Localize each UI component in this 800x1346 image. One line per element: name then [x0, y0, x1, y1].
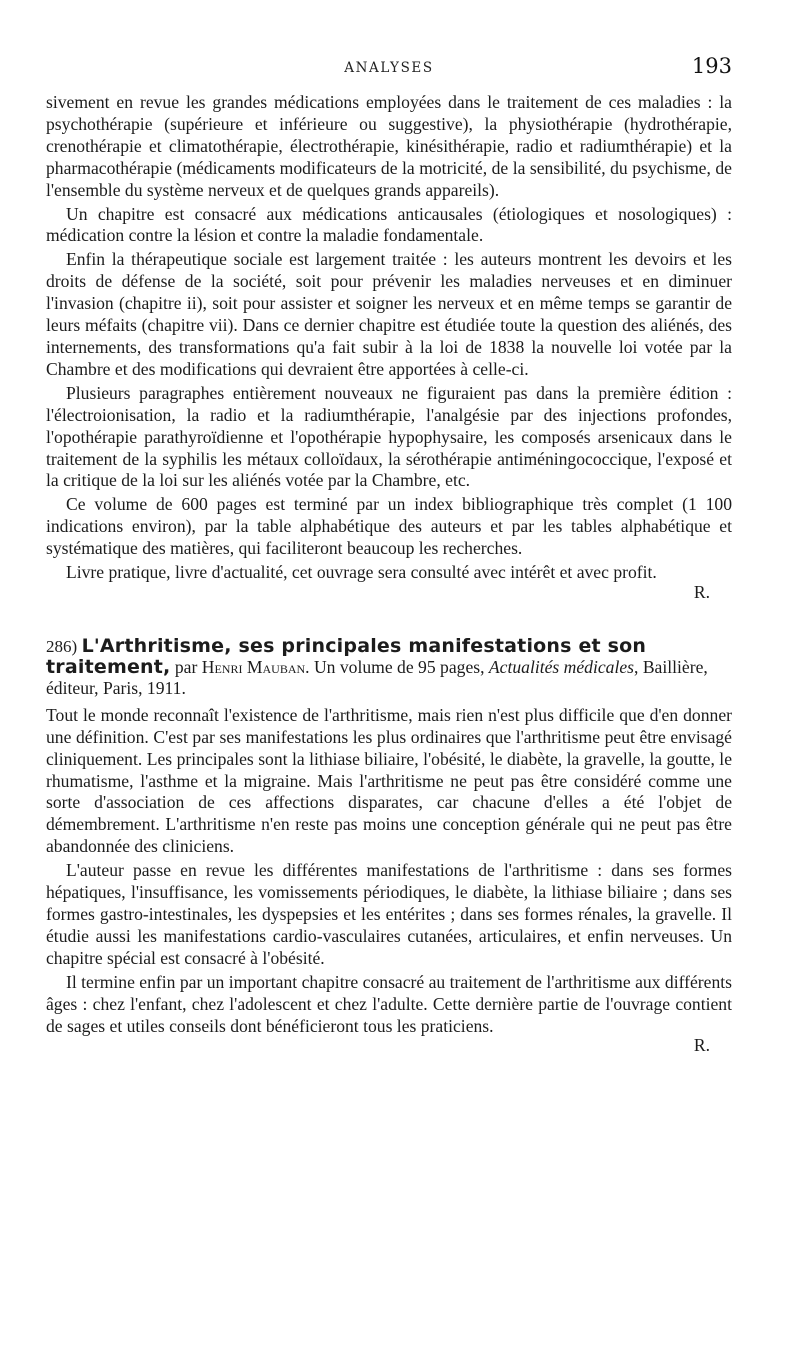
paragraph: sivement en revue les grandes médications employées dans le traitement de ces maladies : la psychothérapie (supérieure et inférieure ou suggestive), la physiothérapie (hydrothérapie, crenothérapie et climatothérapie, électrothérapie, kinésithérapie, radio et radiumthérapie) et la pharmacothérapie (médicaments modificateurs de la motricité, de la sensibilité, du psychisme, de l'ensemble du système nerveux et de quelques grands appareils). — [46, 92, 732, 200]
page-body — [46, 92, 732, 1057]
entry-publisher: , Baillière, éditeur, Paris, 1911. — [46, 656, 708, 698]
page-header — [46, 52, 732, 82]
paragraph: Un chapitre est consacré aux médications anticausales (étiologiques et nosologiques) : médication contre la lésion et contre la maladie fondamentale. — [46, 203, 732, 246]
entry-details: . Un volume de 95 pages, — [305, 656, 485, 677]
entry-number: 286) — [46, 636, 78, 656]
page-number: 193 — [691, 54, 732, 78]
entry-by: par — [174, 656, 198, 677]
paragraph: Plusieurs paragraphes entièrement nouveaux ne figuraient pas dans la première édition : l'électroionisation, la radio et la radiumthérapie, l'analgésie par des injections profondes, l'opothérapie parathyroïdienne et l'opothérapie hypophysaire, les composés arsenicaux dans le traitement de la syphilis les métaux colloïdaux, la sérothérapie antiméningococcique, l'exposé et la critique de la loi sur les aliénés votée par la Chambre, etc. — [46, 382, 732, 491]
paragraph: Livre pratique, livre d'actualité, cet ouvrage sera consulté avec intérêt et avec profit. — [66, 562, 657, 583]
paragraph: Ce volume de 600 pages est terminé par un index bibliographique très complet (1 100 indications environ), par la table alphabétique des auteurs et par les tables alphabétique et systématique des matières, qui faciliteront beaucoup les recherches. — [46, 494, 732, 559]
signature: R. — [693, 1035, 710, 1056]
entry-author: Henri Mauban — [201, 656, 306, 677]
paragraph: L'auteur passe en revue les différentes manifestations de l'arthritisme : dans ses formes hépatiques, l'insuffisance, les vomissements périodiques, le diabète, la lithiase biliaire ; dans ses formes gastro-intestinales, les dyspepsies et les entérites ; dans ses formes rénales, la gravelle. Il étudie aussi les manifestations cardio-vasculaires cutanées, articulaires, et enfin nerveuses. Un chapitre spécial est consacré à l'obésité. — [46, 860, 732, 968]
entry-title — [46, 636, 732, 699]
paragraph: Enfin la thérapeutique sociale est largement traitée : les auteurs montrent les devoirs et les droits de défense de la société, soit pour prévenir les maladies nerveuses et en diminuer l'invasion (chapitre ii), soit pour assister et soigner les nerveux et en même temps se garantir de leurs méfaits (chapitre vii). Dans ce dernier chapitre est étudiée toute la question des aliénés, des internements, des transformations qu'a fait subir à la loi de 1838 la nouvelle loi votée par la Chambre et des modifications qui devraient être apportées à celle-ci. — [46, 249, 732, 379]
entry-heading: L'Arthritisme, ses principales manifestations et son traitement, — [46, 634, 647, 678]
running-head: ANALYSES — [344, 60, 434, 76]
section-gap — [46, 604, 732, 636]
review-1 — [46, 92, 732, 604]
entry-series: Actualités médicales — [488, 656, 635, 677]
signature: R. — [693, 581, 710, 602]
paragraph: Il termine enfin par un important chapitre consacré au traitement de l'arthritisme aux différents âges : chez l'enfant, chez l'adolescent et chez l'adulte. Cette dernière partie de l'ouvrage contient de sages et utiles conseils dont bénéficieront tous les praticiens. — [46, 971, 732, 1036]
review-2 — [46, 636, 732, 1058]
paragraph: Tout le monde reconnaît l'existence de l'arthritisme, mais rien n'est plus difficile que d'en donner une définition. C'est par ses manifestations les plus ordinaires que l'arthritisme peut être envisagé cliniquement. Les principales sont la lithiase biliaire, l'obésité, le diabète, la gravelle, la goutte, le rhumatisme, l'asthme et la migraine. Mais l'arthritisme ne peut pas être considéré comme une sorte d'association de ces affections disparates, car chacune d'elles a été l'objet de démembrement. L'arthritisme n'en reste pas moins une conception générale qui ne peut pas être abandonnée des cliniciens. — [46, 704, 732, 857]
